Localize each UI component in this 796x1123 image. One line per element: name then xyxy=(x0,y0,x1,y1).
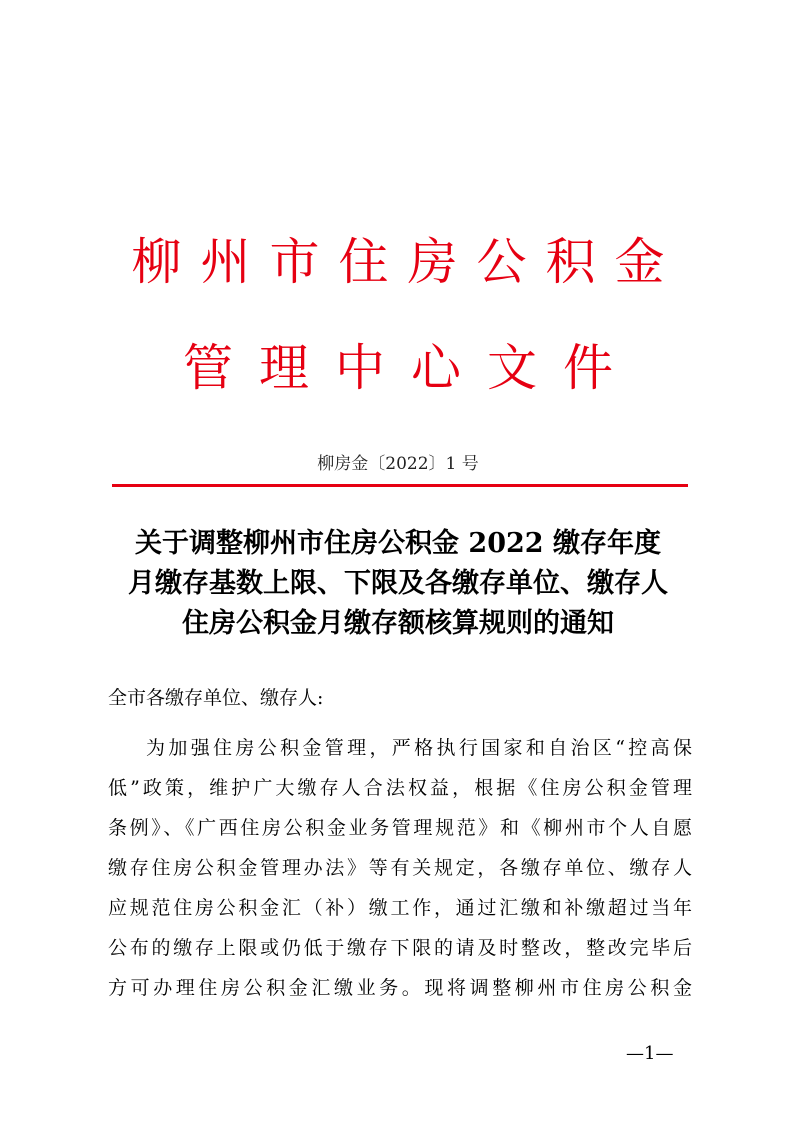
document-title xyxy=(90,524,706,644)
body-line: 公布的缴存上限或仍低于缴存下限的请及时整改，整改完毕后 xyxy=(108,937,692,959)
body-line: 应规范住房公积金汇（补）缴工作，通过汇缴和补缴超过当年 xyxy=(108,897,692,919)
salutation: 全市各缴存单位、缴存人: xyxy=(108,687,324,709)
issuer-header-line-1: 柳州市住房公积金 xyxy=(131,233,684,291)
body-line: 方可办理住房公积金汇缴业务。现将调整柳州市住房公积金 xyxy=(108,977,692,999)
body-line: 低”政策，维护广大缴存人合法权益，根据《住房公积金管理 xyxy=(108,777,692,799)
body-line: 条例》、《广西住房公积金业务管理规范》和《柳州市个人自愿 xyxy=(108,817,692,839)
body-paragraph xyxy=(108,728,692,1008)
issuer-header-line-2: 管理中心文件 xyxy=(183,339,639,397)
title-line-3: 住房公积金月缴存额核算规则的通知 xyxy=(182,608,614,639)
title-line-2: 月缴存基数上限、下限及各缴存单位、缴存人 xyxy=(128,568,668,599)
body-line: 缴存住房公积金管理办法》等有关规定，各缴存单位、缴存人 xyxy=(108,857,692,879)
page-number: —1— xyxy=(626,1043,674,1064)
red-separator-line xyxy=(112,484,688,487)
body-line: 为加强住房公积金管理，严格执行国家和自治区“控高保 xyxy=(146,737,692,759)
document-number: 柳房金〔2022〕1 号 xyxy=(317,454,479,474)
title-line-1: 关于调整柳州市住房公积金 2022 缴存年度 xyxy=(135,528,661,559)
